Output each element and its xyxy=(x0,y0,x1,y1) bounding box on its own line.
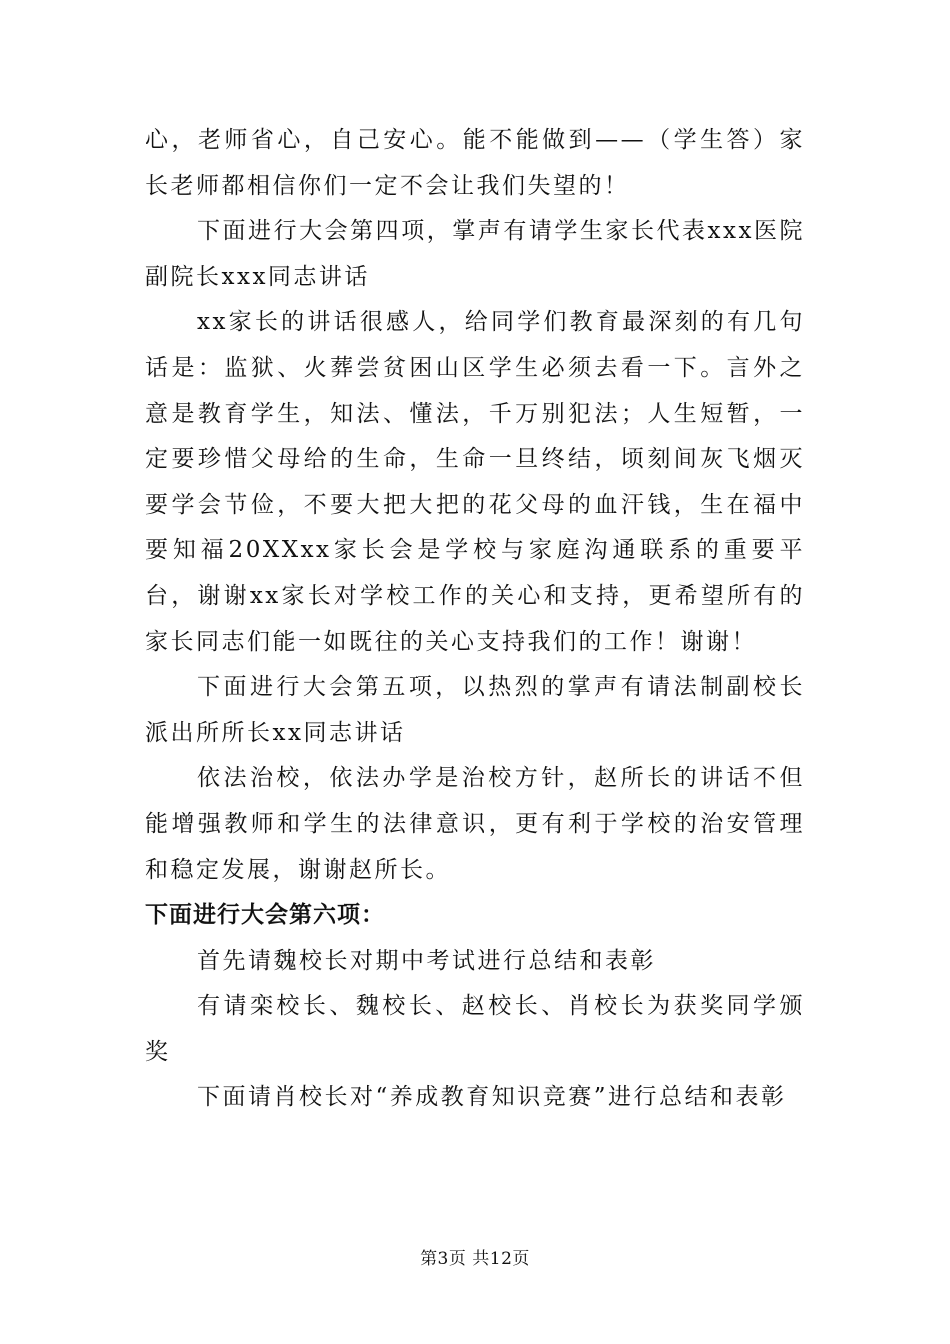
paragraph-4: 下面进行大会第五项，以热烈的掌声有请法制副校长派出所所长xx同志讲话 xyxy=(145,674,805,746)
paragraph-7: 有请栾校长、魏校长、赵校长、肖校长为获奖同学颁奖 xyxy=(145,993,805,1065)
page-number-footer: 第3页 共12页 xyxy=(420,1249,530,1269)
document-body xyxy=(145,118,805,1121)
section-heading: 下面进行大会第六项： xyxy=(145,902,385,929)
paragraph-8: 下面请肖校长对“养成教育知识竞赛”进行总结和表彰 xyxy=(197,1084,787,1111)
paragraph-5: 依法治校，依法办学是治校方针，赵所长的讲话不但能增强教师和学生的法律意识，更有利于学校的治安管理和稳定发展，谢谢赵所长。 xyxy=(145,765,805,883)
paragraph-2: 下面进行大会第四项，掌声有请学生家长代表xxx医院副院长xxx同志讲话 xyxy=(145,218,805,290)
paragraph-1: 心，老师省心，自己安心。能不能做到——（学生答）家长老师都相信你们一定不会让我们失望的！ xyxy=(145,127,805,199)
paragraph-3: xx家长的讲话很感人，给同学们教育最深刻的有几句话是：监狱、火葬尝贫困山区学生必须去看一下。言外之意是教育学生，知法、懂法，千万别犯法；人生短暂，一定要珍惜父母给的生命，生命一旦终结，顷刻间灰飞烟灭要学会节俭，不要大把大把的花父母的血汗钱，生在福中要知福20XXxx家长会是学校与家庭沟通联系的重要平台，谢谢xx家长对学校工作的关心和支持，更希望所有的家长同志们能一如既往的关心支持我们的工作！谢谢！ xyxy=(145,309,805,655)
paragraph-6: 首先请魏校长对期中考试进行总结和表彰 xyxy=(197,947,656,974)
